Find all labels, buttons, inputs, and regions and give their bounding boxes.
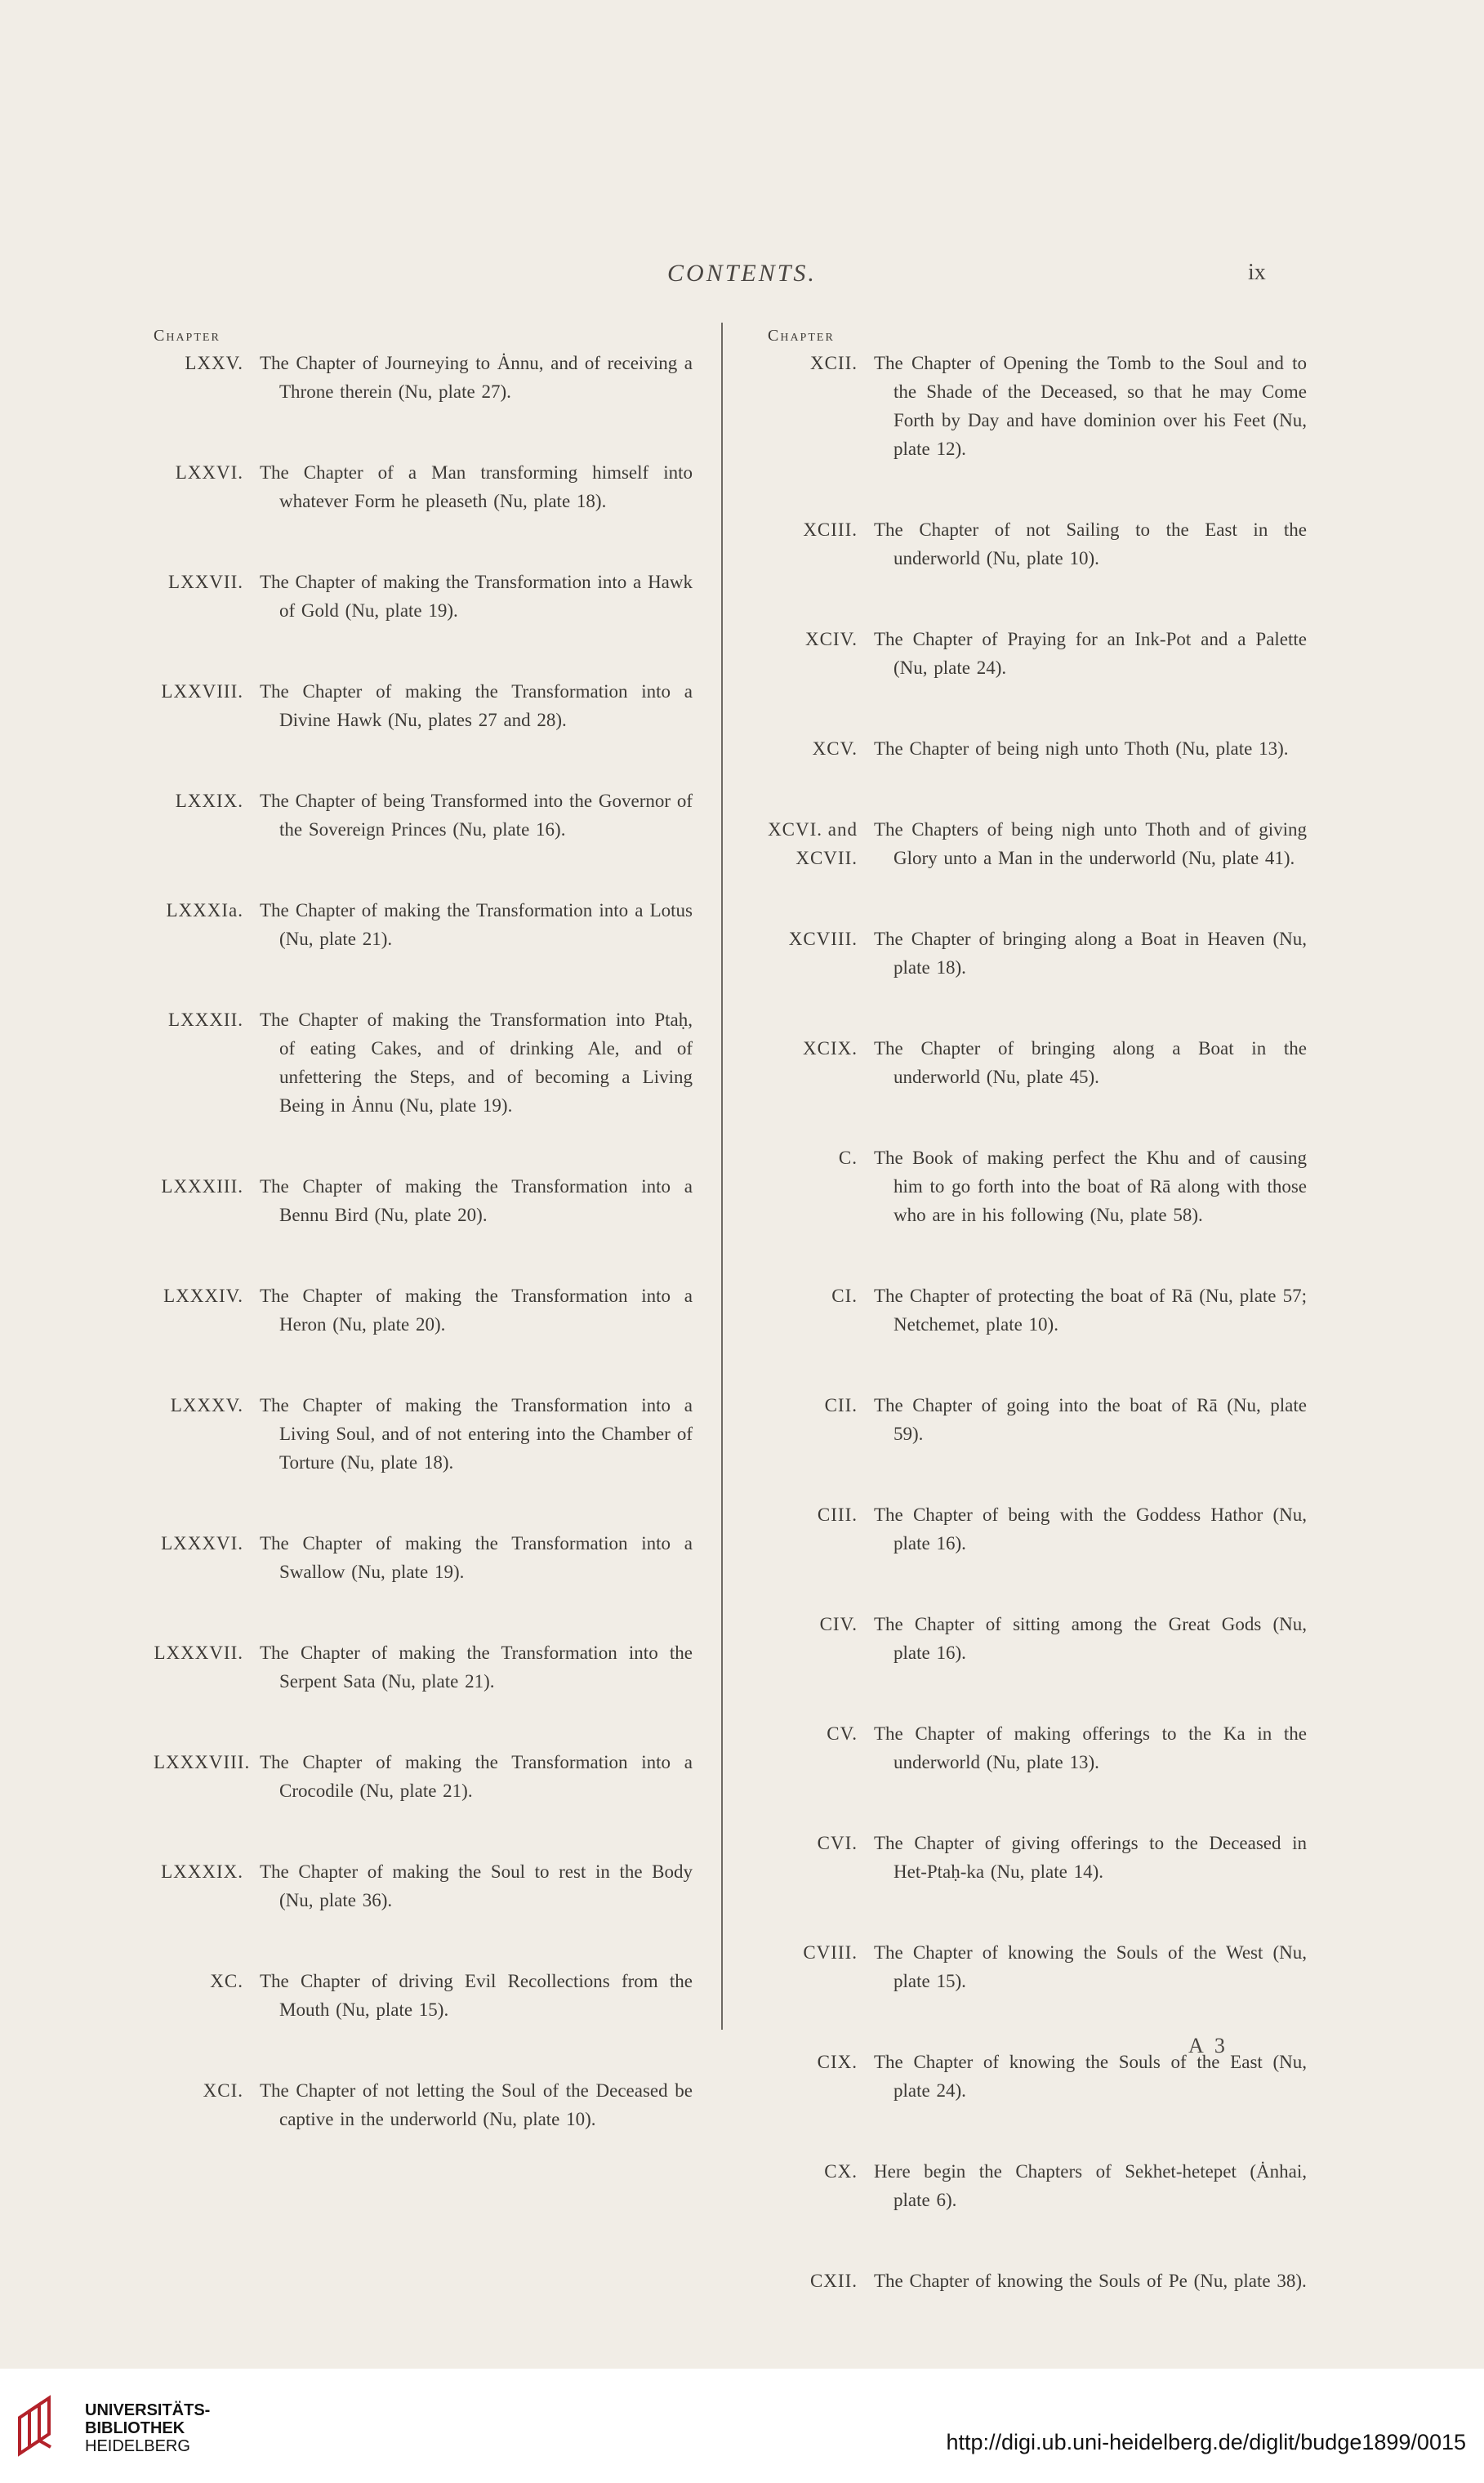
chapter-number: XCIV. xyxy=(804,629,858,649)
chapter-number: CII. xyxy=(824,1395,858,1415)
left-contents-entry xyxy=(154,1967,693,2024)
chapter-title: The Chapter of making the Transformation into a Living Soul, and of not entering into the Chamber of Torture (Nu, plate 18). xyxy=(260,1395,693,1473)
chapter-number: CV. xyxy=(827,1723,858,1744)
right-contents-entry xyxy=(768,2157,1307,2214)
left-contents-entry xyxy=(154,349,693,406)
chapter-number: XCVIII. xyxy=(788,929,858,949)
chapter-number: CVIII. xyxy=(803,1942,858,1963)
library-name-line-3: HEIDELBERG xyxy=(85,2437,190,2455)
left-contents-entry xyxy=(154,1005,693,1120)
chapter-title: The Chapter of bringing along a Boat in Heaven (Nu, plate 18). xyxy=(874,929,1307,978)
chapter-number: LXXXIII. xyxy=(161,1176,243,1197)
chapter-title: The Chapter of making the Transformation into a Heron (Nu, plate 20). xyxy=(260,1286,693,1335)
left-contents-entry xyxy=(154,1391,693,1477)
left-contents-entry xyxy=(154,1529,693,1586)
chapter-number: LXXXVII. xyxy=(154,1643,243,1663)
chapter-title: The Chapter of making the Transformation into the Serpent Sata (Nu, plate 21). xyxy=(260,1643,693,1692)
chapter-number: CI. xyxy=(831,1286,858,1306)
chapter-number: LXXIX. xyxy=(175,791,243,811)
chapter-number: LXXVII. xyxy=(168,572,243,592)
chapter-title: The Chapter of protecting the boat of Rā (Nu, plate 57; Netchemet, plate 10). xyxy=(874,1286,1307,1335)
right-contents-entry xyxy=(768,1938,1307,1995)
left-contents-entry xyxy=(154,1172,693,1229)
chapter-number: XCII. xyxy=(809,353,858,373)
right-contents-entry xyxy=(768,2267,1307,2295)
left-contents-entry xyxy=(154,458,693,515)
chapter-title: The Chapter of sitting among the Great Gods (Nu, plate 16). xyxy=(874,1614,1307,1663)
left-contents-entry xyxy=(154,2076,693,2133)
chapter-number: LXXXIa. xyxy=(166,900,243,921)
right-contents-entry xyxy=(768,734,1307,763)
footer-bar xyxy=(0,2369,1484,2483)
right-contents-entry xyxy=(768,925,1307,982)
left-contents-entry xyxy=(154,1748,693,1805)
right-contents-entry xyxy=(768,515,1307,573)
left-contents-entry xyxy=(154,787,693,844)
chapter-title: The Chapter of making offerings to the Ka in the underworld (Nu, plate 13). xyxy=(874,1723,1307,1772)
chapter-number: CIV. xyxy=(819,1614,858,1634)
left-contents-entry xyxy=(154,1857,693,1915)
chapter-title: The Chapters of being nigh unto Thoth and of giving Glory unto a Man in the underworld (Nu, plate 41). xyxy=(874,819,1307,868)
library-name xyxy=(85,2401,210,2455)
chapter-number: LXXXVI. xyxy=(161,1533,243,1554)
right-contents-entry xyxy=(768,1034,1307,1091)
library-logo-icon xyxy=(15,2393,72,2458)
left-contents-entry xyxy=(154,1282,693,1339)
chapter-title: The Book of making perfect the Khu and of causing him to go forth into the boat of Rā along with those who are in his following (Nu, plate 58). xyxy=(874,1148,1307,1225)
signature-mark: A 3 xyxy=(1188,2034,1228,2057)
chapter-title: The Chapter of making the Transformation into a Divine Hawk (Nu, plates 27 and 28). xyxy=(260,681,693,730)
chapter-title: The Chapter of not letting the Soul of the Deceased be captive in the underworld (Nu, plate 10). xyxy=(260,2080,693,2129)
right-contents-entry xyxy=(768,1719,1307,1776)
chapter-number: LXXXV. xyxy=(170,1395,243,1415)
page-number: ix xyxy=(1248,260,1266,285)
left-entry-list xyxy=(154,349,693,2133)
right-contents-entry xyxy=(768,1829,1307,1886)
chapter-title: The Chapter of making the Transformation into Ptaḥ, of eating Cakes, and of drinking Ale, and of unfettering the Steps, and of becoming a Living Being in Ȧnnu (Nu, plate 19). xyxy=(260,1010,693,1116)
chapter-number: LXXVI. xyxy=(175,462,243,483)
chapter-title: The Chapter of knowing the Souls of the East (Nu, plate 24). xyxy=(874,2052,1307,2101)
chapter-title: The Chapter of bringing along a Boat in the underworld (Nu, plate 45). xyxy=(874,1038,1307,1087)
right-contents-entry xyxy=(768,1610,1307,1667)
chapter-title: The Chapter of being Transformed into the Governor of the Sovereign Princes (Nu, plate 16). xyxy=(260,791,693,840)
contents-left-column xyxy=(154,327,693,2186)
chapter-number: LXXXVIII. xyxy=(154,1752,251,1772)
chapter-title: The Chapter of making the Soul to rest in the Body (Nu, plate 36). xyxy=(260,1861,693,1910)
chapter-number: LXXXIV. xyxy=(163,1286,243,1306)
chapter-heading-right: Chapter xyxy=(768,327,835,345)
chapter-number: XCIX. xyxy=(803,1038,858,1059)
left-contents-entry xyxy=(154,896,693,953)
chapter-title: The Chapter of making the Transformation into a Swallow (Nu, plate 19). xyxy=(260,1533,693,1582)
chapter-title: The Chapter of making the Transformation into a Lotus (Nu, plate 21). xyxy=(260,900,693,949)
library-name-line-2: BIBLIOTHEK xyxy=(85,2419,185,2437)
chapter-number: XCV. xyxy=(812,738,858,759)
chapter-title: The Chapter of Journeying to Ȧnnu, and of receiving a Throne therein (Nu, plate 27). xyxy=(260,353,693,402)
left-contents-entry xyxy=(154,1638,693,1696)
chapter-number: LXXVIII. xyxy=(161,681,243,702)
right-contents-entry xyxy=(768,815,1307,872)
chapter-number: LXXXII. xyxy=(168,1010,243,1030)
left-contents-entry xyxy=(154,568,693,625)
chapter-title: The Chapter of being with the Goddess Hathor (Nu, plate 16). xyxy=(874,1505,1307,1554)
chapter-number: XCVI. and XCVII. xyxy=(768,819,858,868)
chapter-number: CIII. xyxy=(817,1505,858,1525)
source-url-link[interactable]: http://digi.ub.uni-heidelberg.de/diglit/budge1899/0015 xyxy=(946,2430,1466,2454)
chapter-title: The Chapter of knowing the Souls of the West (Nu, plate 15). xyxy=(874,1942,1307,1991)
column-divider xyxy=(721,323,723,2030)
chapter-title: The Chapter of knowing the Souls of Pe (Nu, plate 38). xyxy=(874,2271,1307,2291)
library-name-line-1: UNIVERSITÄTS- xyxy=(85,2401,211,2419)
chapter-number: XC. xyxy=(210,1971,243,1991)
chapter-title: The Chapter of going into the boat of Rā (Nu, plate 59). xyxy=(874,1395,1307,1444)
right-contents-entry xyxy=(768,1282,1307,1339)
chapter-title: The Chapter of Praying for an Ink-Pot and a Palette (Nu, plate 24). xyxy=(874,629,1307,678)
chapter-number: XCIII. xyxy=(803,519,858,540)
chapter-title: The Chapter of not Sailing to the East in the underworld (Nu, plate 10). xyxy=(874,519,1307,568)
right-entry-list xyxy=(768,349,1307,2295)
chapter-title: The Chapter of making the Transformation into a Crocodile (Nu, plate 21). xyxy=(260,1752,693,1801)
chapter-number: CXII. xyxy=(809,2271,858,2291)
right-contents-entry xyxy=(768,349,1307,463)
right-contents-entry xyxy=(768,1500,1307,1558)
right-contents-entry xyxy=(768,1391,1307,1448)
right-contents-entry xyxy=(768,1143,1307,1229)
right-contents-entry xyxy=(768,625,1307,682)
left-contents-entry xyxy=(154,677,693,734)
chapter-title: Here begin the Chapters of Sekhet-hetepet (Ȧnhai, plate 6). xyxy=(874,2161,1307,2210)
chapter-title: The Chapter of being nigh unto Thoth (Nu, plate 13). xyxy=(874,738,1289,759)
chapter-title: The Chapter of making the Transformation into a Bennu Bird (Nu, plate 20). xyxy=(260,1176,693,1225)
running-title: CONTENTS. xyxy=(667,260,817,287)
chapter-title: The Chapter of Opening the Tomb to the Soul and to the Shade of the Deceased, so that he may Come Forth by Day and have dominion over his Feet (Nu, plate 12). xyxy=(874,353,1307,459)
chapter-number: XCI. xyxy=(203,2080,243,2101)
chapter-title: The Chapter of driving Evil Recollections from the Mouth (Nu, plate 15). xyxy=(260,1971,693,2020)
chapter-number: C. xyxy=(838,1148,858,1168)
chapter-heading-left: Chapter xyxy=(154,327,221,345)
chapter-number: CIX. xyxy=(817,2052,858,2072)
chapter-number: CX. xyxy=(824,2161,858,2182)
chapter-number: LXXXIX. xyxy=(161,1861,243,1882)
chapter-title: The Chapter of giving offerings to the Deceased in Het-Ptaḥ-ka (Nu, plate 14). xyxy=(874,1833,1307,1882)
chapter-number: LXXV. xyxy=(185,353,243,373)
chapter-number: CVI. xyxy=(817,1833,858,1853)
chapter-title: The Chapter of a Man transforming himself into whatever Form he pleaseth (Nu, plate 18). xyxy=(260,462,693,511)
chapter-title: The Chapter of making the Transformation into a Hawk of Gold (Nu, plate 19). xyxy=(260,572,693,621)
